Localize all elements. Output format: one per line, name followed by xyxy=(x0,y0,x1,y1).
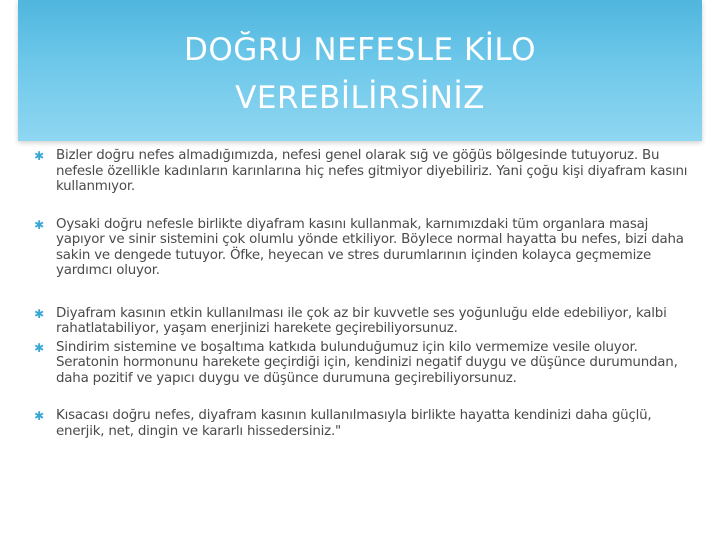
bullet-text: Oysaki doğru nefesle birlikte diyafram kasını kullanmak, karnımızdaki tüm organlara masaj yapıyor ve sinir sistemini çok olumlu yönde etkiliyor. Böylece normal hayatta bu nefes, bizi daha sakin ve dengede tutuyor. Öfke, heyecan ve stres durumlarının içinden kolayca geçmemize yardımcı oluyor. xyxy=(56,216,684,278)
asterisk-icon: ✱ xyxy=(34,217,44,232)
bullet-item xyxy=(34,217,694,279)
bullet-item xyxy=(34,148,694,195)
asterisk-icon: ✱ xyxy=(34,340,44,355)
bullet-text: Kısacası doğru nefes, diyafram kasının kullanılmasıyla birlikte hayatta kendinizi daha güçlü, enerjik, net, dingin ve kararlı hissedersiniz." xyxy=(56,408,652,439)
slide-title-line-1: DOĞRU NEFESLE KİLO xyxy=(184,32,536,68)
slide-title-line-2: VEREBİLİRSİNİZ xyxy=(235,80,485,116)
bullet-text: Bizler doğru nefes almadığımızda, nefesi genel olarak sığ ve göğüs bölgesinde tutuyoruz. Bu nefesle özellikle kadınların karınlarına hiç nefes gitmiyor diyebiliriz. Yani çoğu kişi diyafram kasını kullanmıyor. xyxy=(56,148,688,194)
bullet-item xyxy=(34,408,694,439)
asterisk-icon: ✱ xyxy=(34,409,44,423)
bullet-text: Diyafram kasının etkin kullanılması ile çok az bir kuvvetle ses yoğunluğu elde edebiliyor, kalbi rahatlatabiliyor, yaşam enerjinizi harekete geçirebiliyorsunuz. xyxy=(56,305,667,336)
bullet-text: Sindirim sistemine ve boşaltıma katkıda bulunduğumuz için kilo vermemize vesile oluyor. Seratonin hormonunu harekete geçirdiği için, kendinizi negatif duygu ve düşünce durumundan, daha pozitif ve yapıcı duygu ve düşünce durumuna geçirebiliyorsunuz. xyxy=(56,339,678,386)
bullet-list xyxy=(34,148,694,439)
slide-title xyxy=(18,26,702,122)
asterisk-icon: ✱ xyxy=(34,149,44,163)
bullet-item xyxy=(34,306,694,337)
bullet-item xyxy=(34,340,694,387)
asterisk-icon: ✱ xyxy=(34,306,44,321)
